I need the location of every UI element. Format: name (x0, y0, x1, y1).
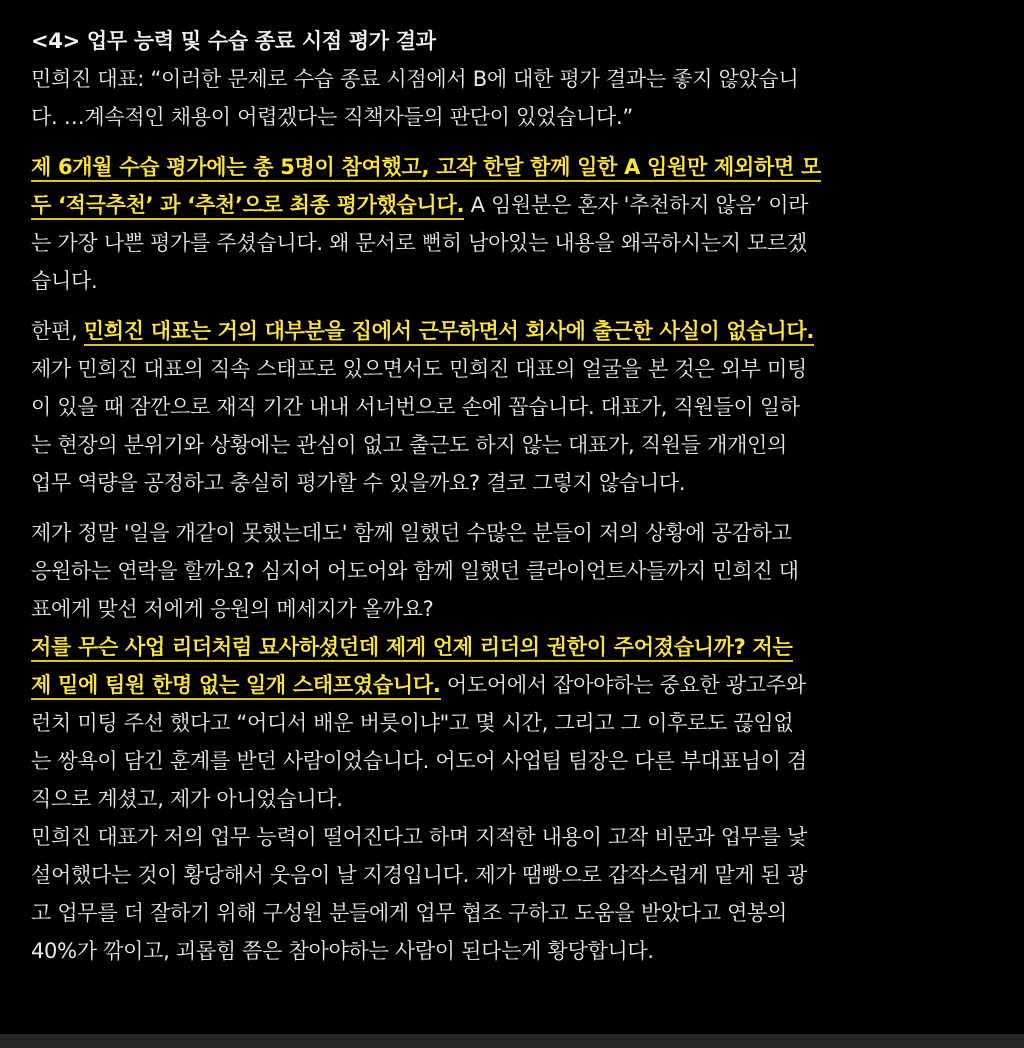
text-line: 설어했다는 것이 황당해서 웃음이 날 지경입니다. 제가 땜빵으로 갑작스럽게 맡게 된 광 (31, 863, 808, 887)
text-line: 습니다. (31, 269, 98, 293)
highlighted-text: 두 ‘적극추천’ 과 ‘추천’으로 최종 평가했습니다. (31, 193, 464, 220)
text-line: 제가 민희진 대표의 직속 스태프로 있으면서도 민희진 대표의 얼굴을 본 것은 외부 미팅 (31, 357, 808, 381)
text-line: 이 있을 때 잠깐으로 재직 기간 내내 서너번으로 손에 꼽습니다. 대표가, 직원들이 일하 (31, 395, 800, 419)
section-heading-block (31, 22, 996, 60)
document-body (31, 22, 996, 970)
highlighted-text: 제 6개월 수습 평가에는 총 5명이 참여했고, 고작 한달 함께 일한 A 임원만 제외하면 모 (31, 155, 821, 182)
paragraph-evaluation (31, 148, 996, 300)
text-line: 업무 역량을 공정하고 충실히 평가할 수 있을까요? 결코 그렇지 않습니다. (31, 471, 686, 495)
paragraph-quote (31, 60, 996, 136)
text-segment: A 임원분은 혼자 '추천하지 않음’ 이라 (464, 193, 809, 217)
bottom-bar (0, 1034, 1024, 1048)
text-line: 응원하는 연락을 할까요? 심지어 어도어와 함께 일했던 클라이언트사들까지 민희진 대 (31, 559, 799, 583)
text-line: 런치 미팅 주선 했다고 “어디서 배운 버릇이냐"고 몇 시간, 그리고 그 이후로도 끊임없 (31, 711, 794, 735)
text-line: 고 업무를 더 잘하기 위해 구성원 분들에게 업무 협조 구하고 도움을 받았다고 연봉의 (31, 901, 788, 925)
text-line: 는 현장의 분위기와 상황에는 관심이 없고 출근도 하지 않는 대표가, 직원들 개개인의 (31, 433, 788, 457)
text-line: 다. …계속적인 채용이 어렵겠다는 직책자들의 판단이 있었습니다.” (31, 105, 633, 129)
text-line: 는 쌍욕이 담긴 훈계를 받던 사람이었습니다. 어도어 사업팀 팀장은 다른 부대표님이 겸 (31, 749, 808, 773)
text-line: 직으로 계셨고, 제가 아니었습니다. (31, 787, 343, 811)
text-line: 40%가 깎이고, 괴롭힘 쯤은 참아야하는 사람이 된다는게 황당합니다. (31, 939, 654, 963)
highlighted-text: 저를 무슨 사업 리더처럼 묘사하셨던데 제게 언제 리더의 권한이 주어졌습니까? 저는 (31, 635, 793, 662)
text-segment: 어도어에서 잡아야하는 중요한 광고주와 (440, 673, 806, 697)
text-line: 제가 정말 '일을 개같이 못했는데도' 함께 일했던 수많은 분들이 저의 상황에 공감하고 (31, 521, 792, 545)
section-heading: <4> 업무 능력 및 수습 종료 시점 평가 결과 (31, 29, 436, 53)
text-segment: 한편, (31, 319, 84, 343)
highlighted-text: 제 밑에 팀원 한명 없는 일개 스태프였습니다. (31, 673, 441, 700)
paragraph-attendance (31, 312, 996, 502)
paragraph-support (31, 514, 996, 970)
text-line: 민희진 대표가 저의 업무 능력이 떨어진다고 하며 지적한 내용이 고작 비문과 업무를 낯 (31, 825, 808, 849)
text-line: 민희진 대표: “이러한 문제로 수습 종료 시점에서 B에 대한 평가 결과는 좋지 않았습니 (31, 67, 799, 91)
highlighted-text: 민희진 대표는 거의 대부분을 집에서 근무하면서 회사에 출근한 사실이 없습니다. (84, 319, 814, 346)
text-line: 표에게 맞선 저에게 응원의 메세지가 올까요? (31, 597, 434, 621)
text-line: 는 가장 나쁜 평가를 주셨습니다. 왜 문서로 뻔히 남아있는 내용을 왜곡하시는지 모르겠 (31, 231, 808, 255)
